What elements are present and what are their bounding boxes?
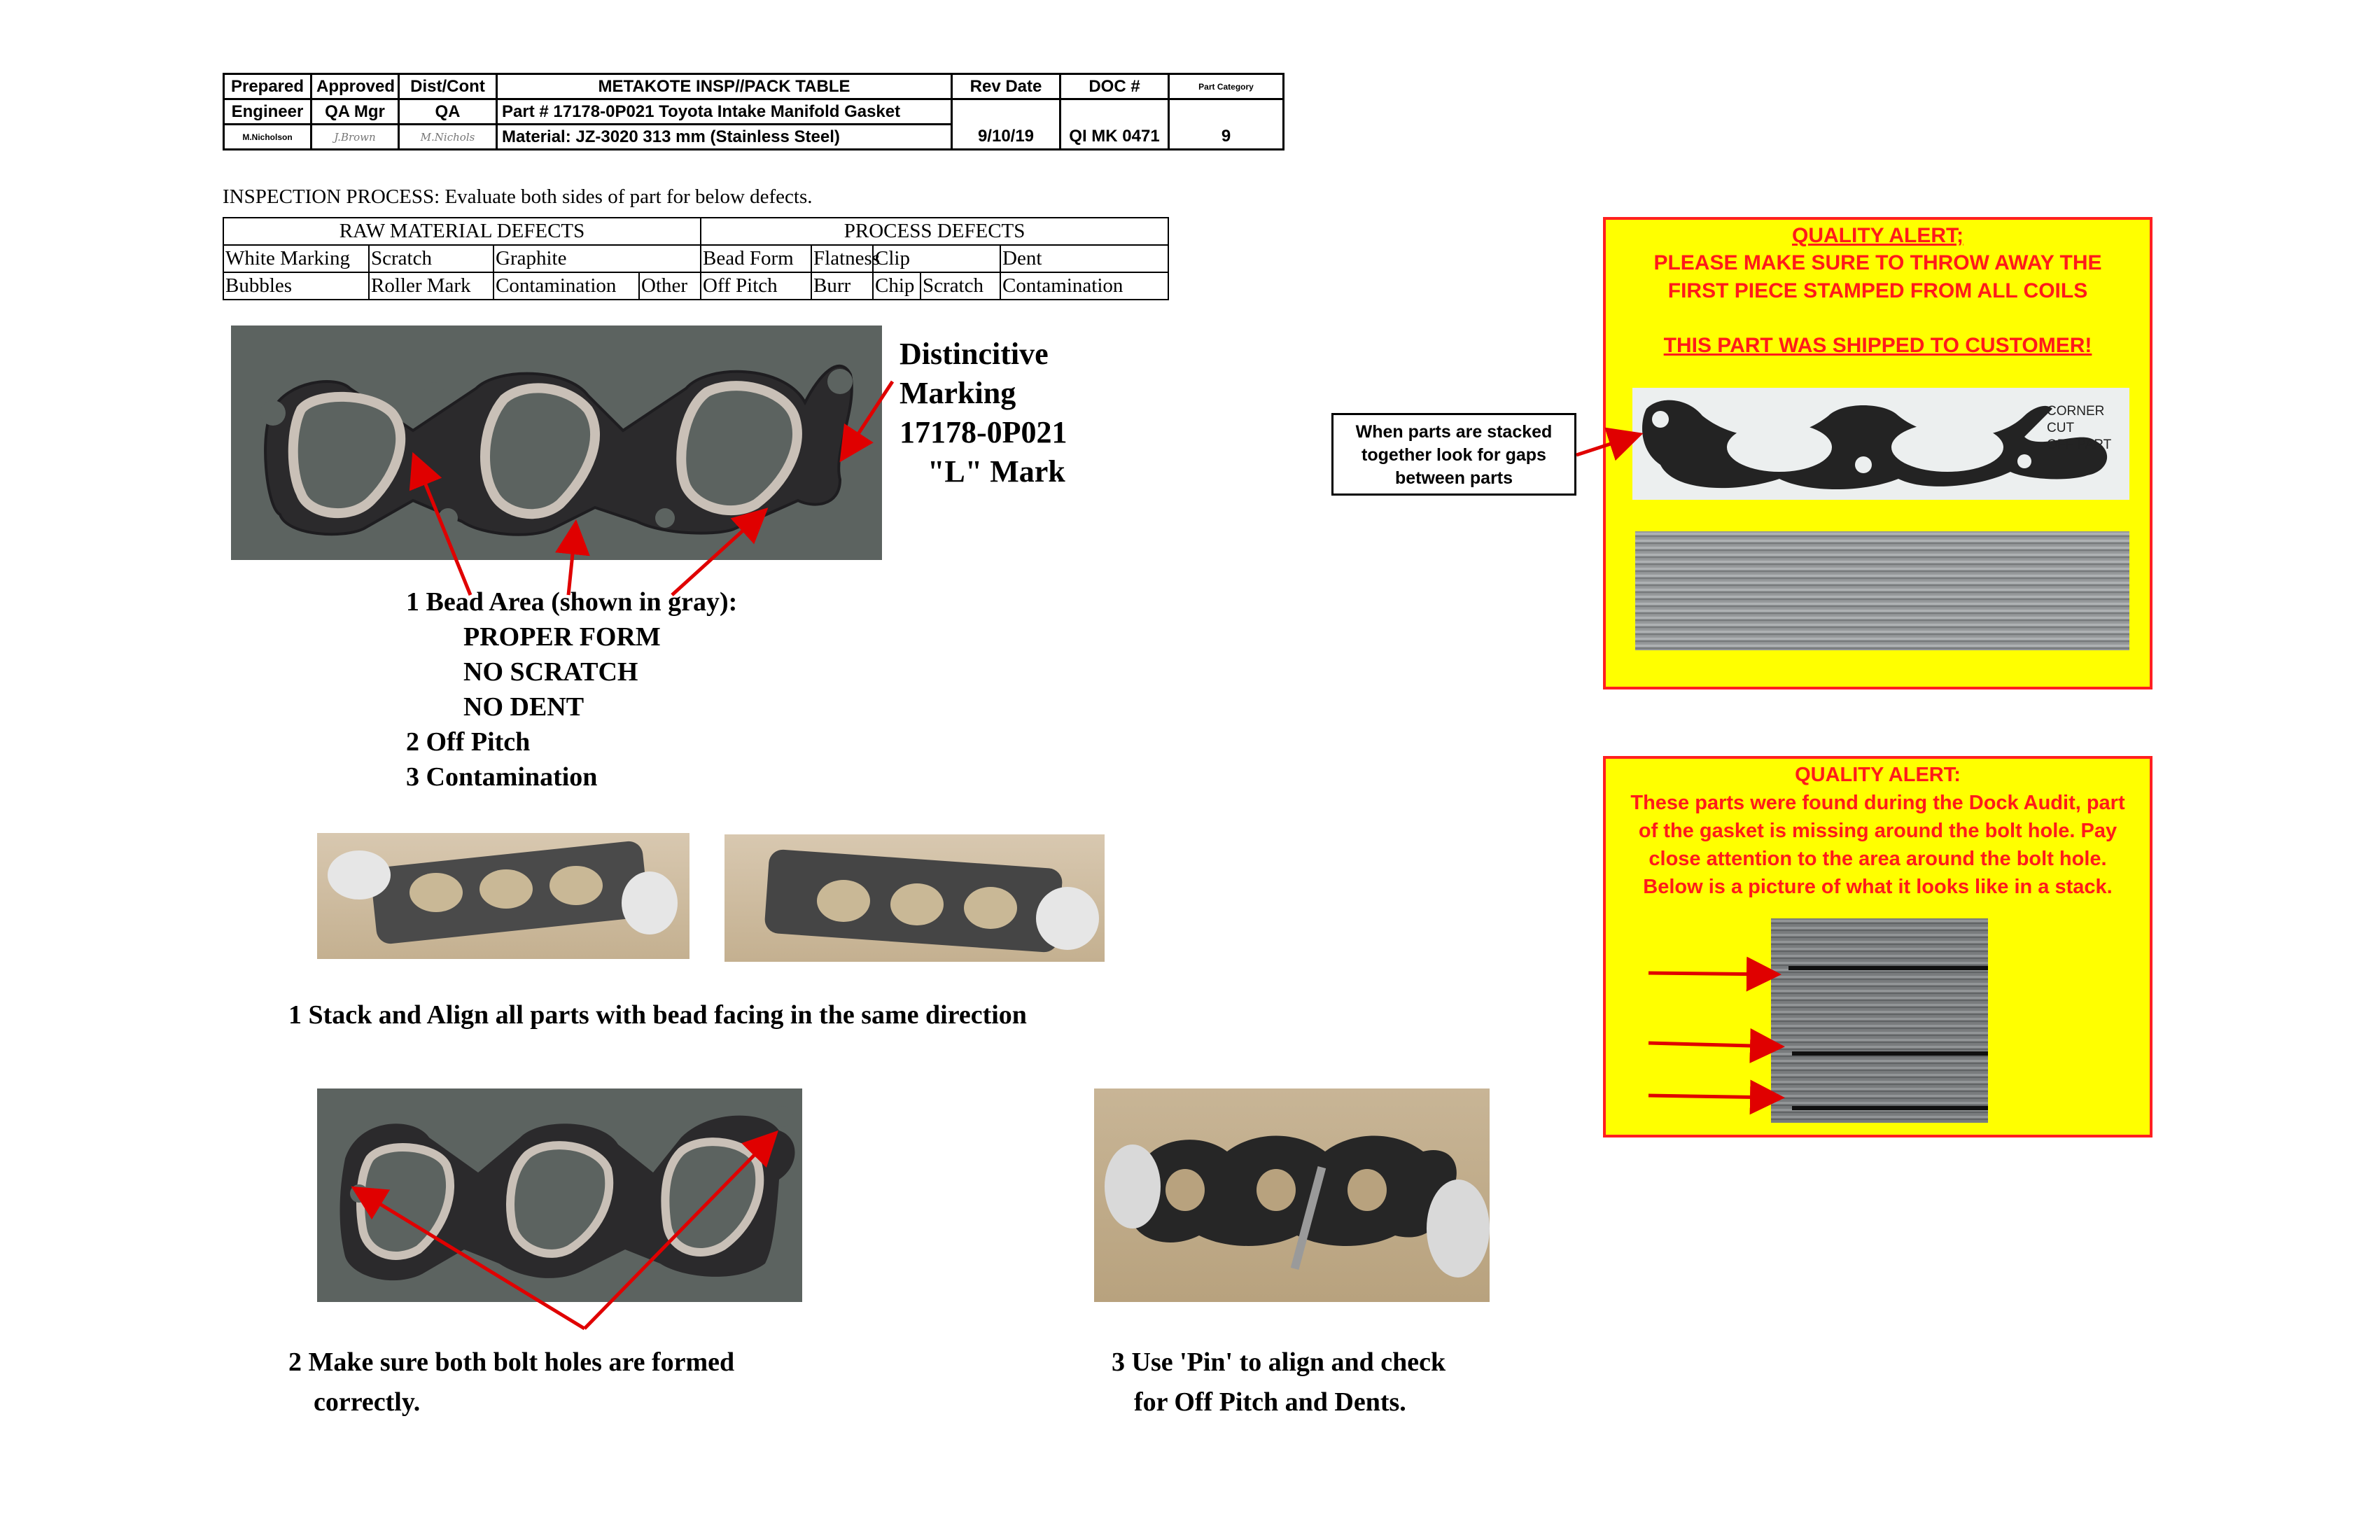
defect-contamination-process: Contamination (1000, 272, 1168, 300)
corner-cut-note (2047, 403, 2129, 454)
defect-burr: Burr (811, 272, 873, 300)
alert-2-line-2: of the gasket is missing around the bolt hole. Pay (1638, 820, 2118, 842)
defect-bead-form: Bead Form (701, 245, 811, 272)
defects-table (223, 217, 1169, 300)
hdr-approved: Approved (312, 74, 399, 99)
gasket-photo-main (231, 326, 882, 560)
alert-1-title: QUALITY ALERT; (1792, 224, 1963, 247)
alert-1-shipped: THIS PART WAS SHIPPED TO CUSTOMER! (1663, 334, 2092, 357)
defect-chip: Chip (873, 272, 920, 300)
step-2-line-2: correctly. (314, 1387, 421, 1417)
bead-sub-3: NO DENT (463, 692, 584, 722)
raw-material-defects-heading: RAW MATERIAL DEFECTS (223, 218, 701, 245)
hdr-doc: DOC # (1060, 74, 1169, 99)
bolt-hole-photo (317, 1088, 802, 1302)
bead-item-1: 1 Bead Area (shown in gray): (406, 587, 738, 617)
bead-item-2: 2 Off Pitch (406, 727, 531, 757)
marking-line-3: 17178-0P021 (899, 415, 1068, 449)
gap-callout-box (1331, 413, 1576, 496)
step-3-line-2: for Off Pitch and Dents. (1134, 1387, 1406, 1417)
hdr-material: Material: JZ-3020 313 mm (Stainless Steel) (497, 125, 952, 150)
defect-scratch-process: Scratch (920, 272, 1000, 300)
hdr-qa-mgr: QA Mgr (312, 99, 399, 125)
step-3-line-1: 3 Use 'Pin' to align and check (1112, 1348, 1446, 1377)
bead-sub-2: NO SCRATCH (463, 657, 638, 687)
hdr-doc-value: QI MK 0471 (1060, 125, 1169, 150)
defect-white-marking: White Marking (223, 245, 369, 272)
stacked-parts-image-1 (1635, 531, 2129, 650)
alert-2-line-4: Below is a picture of what it looks like in a stack. (1643, 876, 2113, 898)
defect-other: Other (639, 272, 701, 300)
defect-clip: Clip (873, 245, 1000, 272)
marking-line-2: Marking (899, 376, 1016, 410)
corner-cut-gasket-image (1632, 388, 2129, 500)
quality-alert-1 (1603, 217, 2152, 690)
pin-alignment-photo (1094, 1088, 1490, 1302)
marking-text (899, 335, 1068, 491)
defect-bubbles: Bubbles (223, 272, 369, 300)
hdr-prepared-name: M.Nicholson (224, 125, 312, 150)
hdr-part-category-value: 9 (1169, 125, 1284, 150)
defect-contamination-raw: Contamination (493, 272, 639, 300)
defect-off-pitch: Off Pitch (701, 272, 811, 300)
hdr-dist: Dist/Cont (399, 74, 497, 99)
approved-signature: J.Brown (312, 125, 399, 150)
step-3-text (1112, 1343, 1446, 1422)
alert-2-title: QUALITY ALERT: (1795, 764, 1961, 786)
corner-cut-note-line-2: OFF PART (2047, 438, 2112, 452)
marking-line-4: "L" Mark (927, 454, 1065, 489)
bead-checklist (406, 584, 737, 794)
bead-item-3: 3 Contamination (406, 762, 598, 792)
dist-signature: M.Nichols (399, 125, 497, 150)
defect-graphite: Graphite (493, 245, 701, 272)
bolt-hole-stack-image (1771, 918, 1988, 1123)
defect-dent: Dent (1000, 245, 1168, 272)
stack-photo-2 (724, 834, 1105, 962)
alert-2-line-1: These parts were found during the Dock Audit, part (1630, 792, 2125, 814)
alert-2-line-3: close attention to the area around the bolt hole. (1648, 848, 2107, 870)
quality-alert-2 (1603, 756, 2152, 1138)
callout-line-1: When parts are stacked (1355, 422, 1553, 442)
step-2-text (288, 1343, 734, 1422)
hdr-qa: QA (399, 99, 497, 125)
alert-1-line-1: PLEASE MAKE SURE TO THROW AWAY THE (1653, 251, 2102, 274)
hdr-title: METAKOTE INSP//PACK TABLE (497, 74, 952, 99)
callout-line-3: between parts (1394, 468, 1513, 488)
hdr-engineer: Engineer (224, 99, 312, 125)
defect-flatness: Flatness (811, 245, 873, 272)
doc-header-table (223, 73, 1284, 150)
defect-scratch: Scratch (369, 245, 493, 272)
alert-1-line-2: FIRST PIECE STAMPED FROM ALL COILS (1667, 279, 2088, 302)
hdr-prepared: Prepared (224, 74, 312, 99)
step-2-line-1: 2 Make sure both bolt holes are formed (288, 1348, 735, 1377)
inspection-process-text: INSPECTION PROCESS: Evaluate both sides of part for below defects. (223, 186, 813, 208)
marking-line-1: Distincitive (899, 337, 1049, 371)
defect-roller-mark: Roller Mark (369, 272, 493, 300)
process-defects-heading: PROCESS DEFECTS (701, 218, 1168, 245)
corner-cut-note-line-1: CORNER CUT (2047, 404, 2105, 435)
hdr-rev-date: Rev Date (952, 74, 1060, 99)
hdr-rev-date-value: 9/10/19 (952, 125, 1060, 150)
hdr-part-category: Part Category (1169, 74, 1284, 99)
callout-line-2: together look for gaps (1362, 445, 1546, 465)
stack-photo-1 (317, 833, 690, 959)
step-1-text: 1 Stack and Align all parts with bead facing in the same direction (288, 1000, 1027, 1030)
hdr-part-number: Part # 17178-0P021 Toyota Intake Manifold Gasket (497, 99, 952, 125)
bead-sub-1: PROPER FORM (463, 622, 661, 652)
